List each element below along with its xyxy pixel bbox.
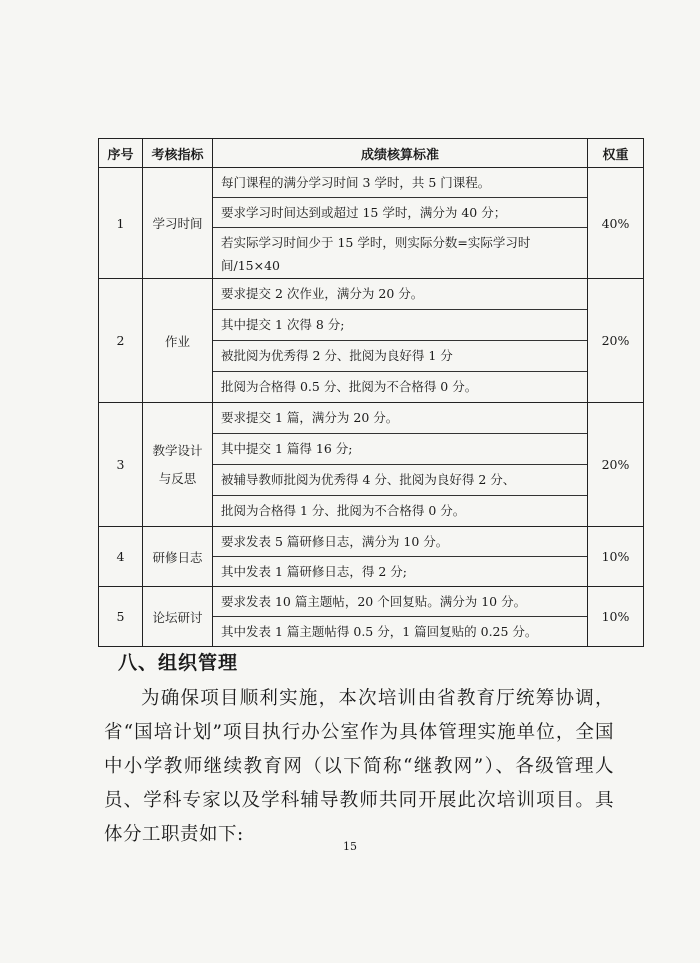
row-indicator: 研修日志 xyxy=(143,527,213,587)
table-row xyxy=(99,279,644,403)
row-standard xyxy=(213,587,588,647)
standard-line: 要求发表 5 篇研修日志，满分为 10 分。 xyxy=(213,527,587,557)
row-standard xyxy=(213,403,588,527)
header-index: 序号 xyxy=(99,139,143,168)
row-index: 5 xyxy=(99,587,143,647)
row-index: 1 xyxy=(99,168,143,279)
row-index: 3 xyxy=(99,403,143,527)
standard-line: 每门课程的满分学习时间 3 学时，共 5 门课程。 xyxy=(213,168,587,198)
table-row xyxy=(99,403,644,527)
header-weight: 权重 xyxy=(588,139,644,168)
row-weight: 20% xyxy=(588,403,644,527)
table-header-row xyxy=(99,139,644,168)
row-weight: 10% xyxy=(588,527,644,587)
row-weight: 20% xyxy=(588,279,644,403)
standard-line: 其中发表 1 篇主题帖得 0.5 分，1 篇回复贴的 0.25 分。 xyxy=(221,623,538,639)
standard-line: 被批阅为优秀得 2 分、批阅为良好得 1 分 xyxy=(213,341,587,372)
header-standard: 成绩核算标准 xyxy=(213,139,588,168)
section-paragraph: 为确保项目顺利实施，本次培训由省教育厅统筹协调，省“国培计划”项目执行办公室作为具体管理实施单位，全国中小学教师继续教育网（以下简称“继教网”）、各级管理人员、学科专家以及学科辅导教师共同开展此次培训项目。具体分工职责如下: xyxy=(104,688,614,845)
indicator-line: 教学设计 xyxy=(152,442,203,458)
standard-line: 其中提交 1 篇得 16 分; xyxy=(213,434,587,465)
standard-line: 被辅导教师批阅为优秀得 4 分、批阅为良好得 2 分、 xyxy=(213,465,587,496)
row-standard xyxy=(213,279,588,403)
row-weight: 10% xyxy=(588,587,644,647)
page-number: 15 xyxy=(343,840,357,853)
row-indicator: 作业 xyxy=(143,279,213,403)
row-standard xyxy=(213,527,588,587)
standard-line: 要求学习时间达到或超过 15 学时，满分为 40 分； xyxy=(213,198,587,228)
standard-line: 其中提交 1 次得 8 分; xyxy=(213,310,587,341)
standard-line: 要求提交 2 次作业，满分为 20 分。 xyxy=(213,279,587,310)
table-row xyxy=(99,587,644,647)
header-indicator: 考核指标 xyxy=(143,139,213,168)
section-title: 八、组织管理 xyxy=(118,652,239,674)
table-row xyxy=(99,527,644,587)
standard-line: 批阅为合格得 0.5 分、批阅为不合格得 0 分。 xyxy=(221,379,478,394)
row-indicator: 论坛研讨 xyxy=(143,587,213,647)
row-indicator xyxy=(143,403,213,527)
standard-line: 其中发表 1 篇研修日志，得 2 分; xyxy=(221,563,408,579)
row-weight: 40% xyxy=(588,168,644,279)
indicator-line: 与反思 xyxy=(158,470,197,486)
row-indicator: 学习时间 xyxy=(143,168,213,279)
standard-line: 若实际学习时间少于 15 学时，则实际分数=实际学习时间/15×40 xyxy=(221,235,531,273)
table-row xyxy=(99,168,644,279)
standard-line: 批阅为合格得 1 分、批阅为不合格得 0 分。 xyxy=(221,503,466,518)
row-index: 4 xyxy=(99,527,143,587)
row-standard xyxy=(213,168,588,279)
row-index: 2 xyxy=(99,279,143,403)
assessment-table xyxy=(98,138,644,647)
standard-line: 要求提交 1 篇，满分为 20 分。 xyxy=(213,403,587,434)
standard-line: 要求发表 10 篇主题帖，20 个回复贴。满分为 10 分。 xyxy=(213,587,587,617)
